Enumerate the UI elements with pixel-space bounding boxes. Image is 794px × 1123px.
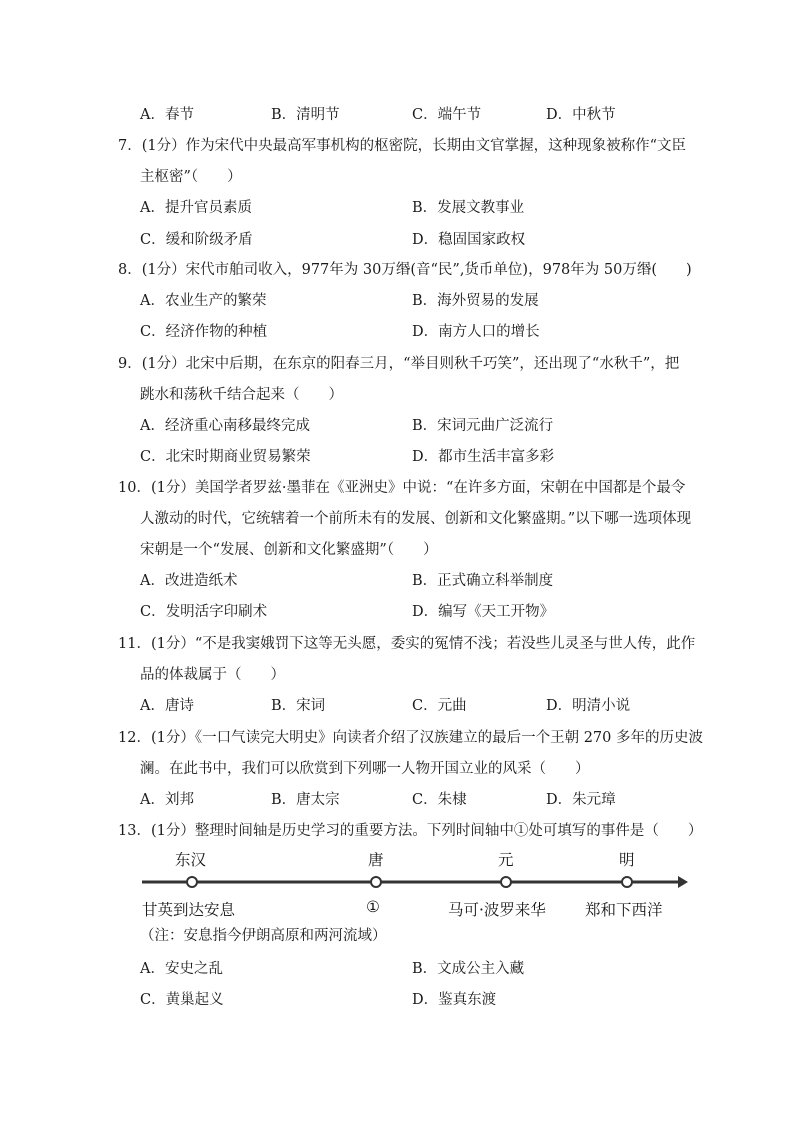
q11-option-b: B．宋词 xyxy=(271,698,326,714)
q6-option-c: C．端午节 xyxy=(412,107,482,123)
q8-option-d: D．南方人口的增长 xyxy=(412,324,540,340)
q8-option-c: C．经济作物的种植 xyxy=(140,324,268,340)
q10-option-a: A．改进造纸术 xyxy=(140,573,238,589)
q9-option-b: B．宋词元曲广泛流行 xyxy=(412,418,554,434)
question-10-line-1: 10．(1分）美国学者罗兹·墨菲在《亚洲史》中说：“在许多方面，宋朝在中国都是个最令 xyxy=(118,480,686,496)
q7-option-b: B．发展文教事业 xyxy=(412,200,525,216)
dynasty-label-3: 元 xyxy=(498,851,514,869)
question-10-line-2: 人激动的时代，它统辖着一个前所未有的发展、创新和文化繁盛期。”以下哪一选项体现 xyxy=(140,511,692,527)
q10-option-c: C．发明活字印刷术 xyxy=(140,604,268,620)
q6-option-b: B．清明节 xyxy=(271,107,340,123)
question-11-line-2: 品的体裁属于（ ） xyxy=(140,667,285,683)
q12-option-c: C．朱棣 xyxy=(412,792,467,808)
event-label-4: 郑和下西洋 xyxy=(585,901,663,919)
q7-option-c: C．缓和阶级矛盾 xyxy=(140,232,253,248)
question-9-line-1: 9．(1分）北宋中后期，在东京的阳春三月，“举目则秋千巧笑”，还出现了“水秋千”，把 xyxy=(118,356,680,372)
question-12-line-1: 12．(1分）《一口气读完大明史》向读者介绍了汉族建立的最后一个王朝 270 多年的历史波 xyxy=(118,730,703,746)
q9-option-d: D．都市生活丰富多彩 xyxy=(412,449,555,465)
q11-option-a: A．唐诗 xyxy=(140,698,194,714)
q7-option-a: A．提升官员素质 xyxy=(140,200,252,216)
q10-option-b: B．正式确立科举制度 xyxy=(412,573,554,589)
q13-option-d: D．鉴真东渡 xyxy=(412,992,497,1008)
q8-option-a: A．农业生产的繁荣 xyxy=(140,293,267,309)
question-10-line-3: 宋朝是一个“发展、创新和文化繁盛期”（ ） xyxy=(140,542,438,558)
timeline-node-1 xyxy=(187,877,197,887)
question-7-line-1: 7．(1分）作为宋代中央最高军事机构的枢密院，长期由文官掌握，这种现象被称作“文臣 xyxy=(118,138,687,154)
timeline-node-3 xyxy=(501,877,511,887)
q13-option-c: C．黄巢起义 xyxy=(140,992,224,1008)
question-9-line-2: 跳水和荡秋千结合起来（ ） xyxy=(140,387,343,403)
question-8-line-1: 8．(1分）宋代市舶司收入，977年为 30万缗(音“民”,货币单位)，978年为 50万缗( ) xyxy=(118,262,692,278)
question-11-line-1: 11．(1分）“不是我窦娥罚下这等无头愿，委实的冤情不浅；若没些儿灵圣与世人传，此作 xyxy=(118,636,696,652)
timeline-diagram xyxy=(130,840,700,955)
timeline-node-4 xyxy=(622,877,632,887)
q11-option-c: C．元曲 xyxy=(412,698,467,714)
event-label-3: 马可·波罗来华 xyxy=(448,901,546,919)
dynasty-label-4: 明 xyxy=(619,851,635,869)
dynasty-label-2: 唐 xyxy=(368,851,384,869)
q12-option-b: B．唐太宗 xyxy=(271,792,340,808)
q7-option-d: D．稳固国家政权 xyxy=(412,232,526,248)
question-7-line-2: 主枢密”（ ） xyxy=(140,169,242,185)
dynasty-label-1: 东汉 xyxy=(175,851,207,869)
q12-option-d: D．朱元璋 xyxy=(546,792,616,808)
q9-option-a: A．经济重心南移最终完成 xyxy=(140,418,310,434)
q9-option-c: C．北宋时期商业贸易繁荣 xyxy=(140,449,311,465)
q12-option-a: A．刘邦 xyxy=(140,792,194,808)
q6-option-a: A．春节 xyxy=(140,107,194,123)
event-label-1: 甘英到达安息 xyxy=(142,901,236,919)
q8-option-b: B．海外贸易的发展 xyxy=(412,293,539,309)
event-label-2: ① xyxy=(366,898,380,916)
timeline-note: （注：安息指今伊朗高原和两河流域） xyxy=(140,928,387,944)
timeline-axis xyxy=(130,840,700,900)
q13-option-b: B．文成公主入藏 xyxy=(412,961,525,977)
timeline-arrow-icon xyxy=(678,876,688,888)
q13-option-a: A．安史之乱 xyxy=(140,961,223,977)
q10-option-d: D．编写《天工开物》 xyxy=(412,604,555,620)
q11-option-d: D．明清小说 xyxy=(546,698,631,714)
timeline-node-2 xyxy=(371,877,381,887)
question-12-line-2: 澜。在此书中，我们可以欣赏到下列哪一人物开国立业的风采（ ） xyxy=(140,761,590,777)
question-13-line-1: 13．(1分）整理时间轴是历史学习的重要方法。下列时间轴中①处可填写的事件是（ ） xyxy=(118,823,703,839)
q6-option-d: D．中秋节 xyxy=(546,107,616,123)
